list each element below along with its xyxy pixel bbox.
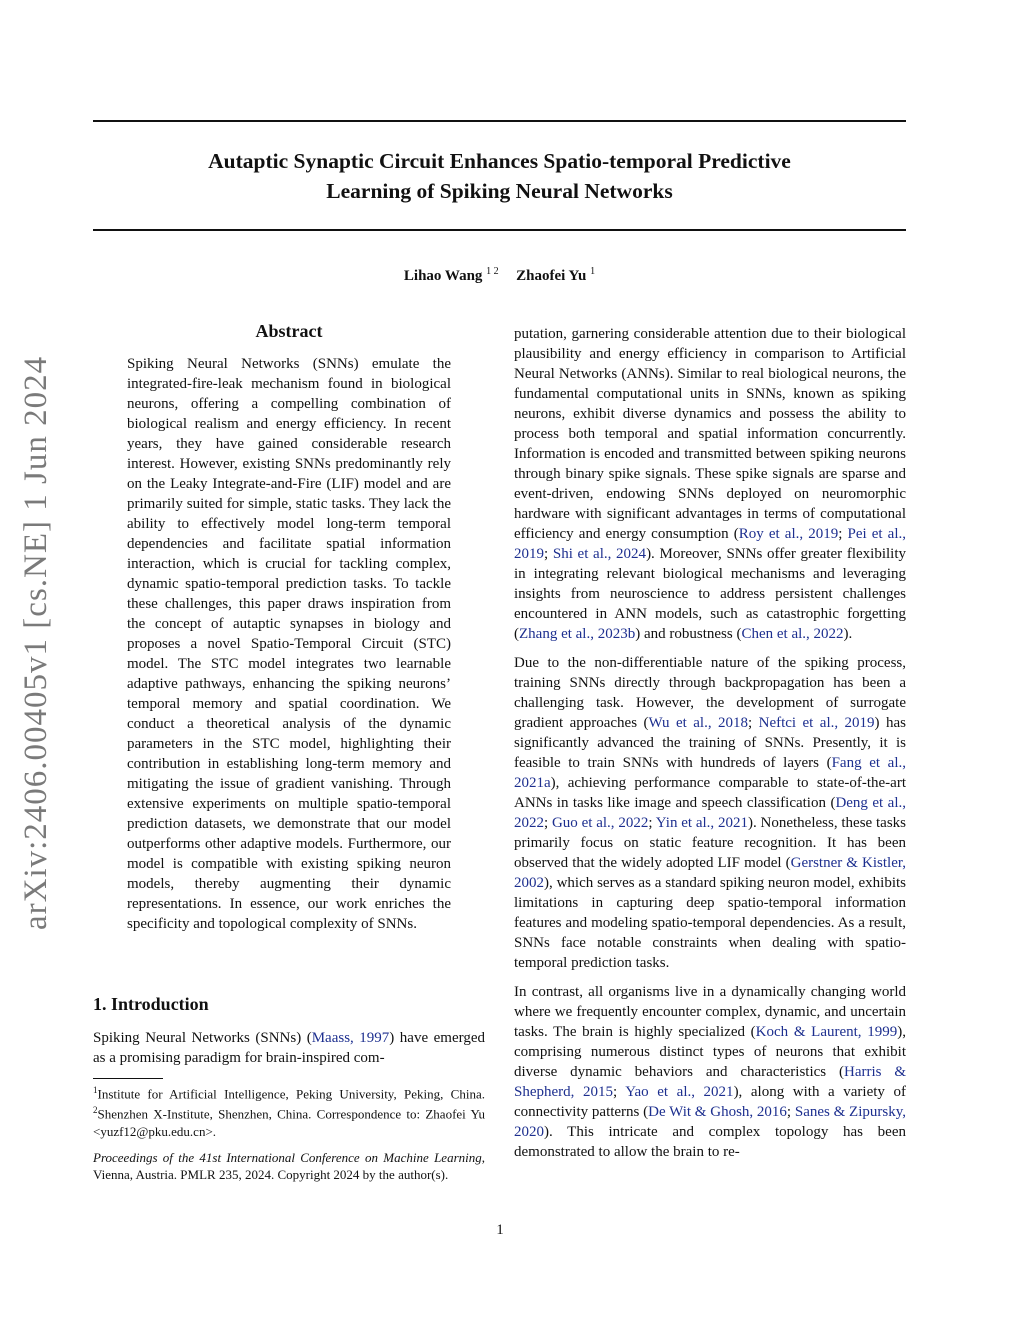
arxiv-identifier: arXiv:2406.00405v1 [cs.NE] 1 Jun 2024 bbox=[18, 355, 54, 930]
author-name: Lihao Wang bbox=[403, 268, 483, 284]
title-rule-bottom bbox=[93, 229, 906, 231]
text-run: ). bbox=[843, 626, 853, 642]
author-name: Zhaofei Yu bbox=[516, 268, 587, 284]
body-paragraph bbox=[514, 653, 906, 973]
text-run: ), along with a variety of connectivity patterns ( bbox=[514, 1084, 906, 1120]
citation-link[interactable]: Zhang et al., 2023b bbox=[519, 626, 636, 642]
citation-link[interactable]: De Wit & Ghosh, 2016 bbox=[648, 1104, 787, 1120]
text-run: In contrast, all organisms live in a dynamically changing world where we frequently encounter complex, dynamic, and uncertain tasks. The brain is highly specialized ( bbox=[514, 984, 906, 1040]
intro-paragraph bbox=[93, 1028, 485, 1068]
citation-link[interactable]: Harris & Shepherd, 2015 bbox=[514, 1064, 907, 1100]
body-paragraph bbox=[514, 324, 906, 644]
footnote-marker: 1 bbox=[93, 1085, 98, 1095]
text-run: Spiking Neural Networks (SNNs) ( bbox=[93, 1030, 312, 1046]
text-run: ). Moreover, SNNs offer greater flexibility in integrating relevant biological mechanisms and leveraging insights from neuroscience to address persistent challenges encountered in ANN models, such as catastrophic forgetting ( bbox=[514, 546, 906, 642]
citation-link[interactable]: Guo et al., 2022 bbox=[551, 815, 649, 831]
text-run: putation, garnering considerable attention due to their biological plausibility and energy efficiency in comparison to Artificial Neural Networks (ANNs). Similar to real biological neurons, the fundamental computational units in SNNs, known as spiking neurons, exhibit diverse dynamics and possess the ability to process both temporal and spatial information concurrently. Information is encoded and transmitted between spiking neurons through binary spike signals. These spike signals are sparse and event-driven, endowing SNNs deployed on neuromorphic hardware with significant advantages in terms of computational efficiency and energy consumption ( bbox=[514, 326, 906, 542]
citation-link[interactable]: Roy et al., 2019 bbox=[738, 526, 839, 542]
citation-link[interactable]: Fang et al., 2021a bbox=[514, 755, 906, 791]
text-run: Institute for Artificial Intelligence, Peking University, Peking, China. bbox=[97, 1086, 485, 1102]
text-run: ; bbox=[544, 546, 553, 562]
title-line-2: Learning of Spiking Neural Networks bbox=[326, 179, 673, 203]
paper-title bbox=[93, 146, 906, 206]
citation-link[interactable]: Maass, 1997 bbox=[311, 1030, 390, 1046]
abstract-heading: Abstract bbox=[255, 321, 323, 341]
text-run: ; bbox=[838, 526, 848, 542]
text-run: ; bbox=[748, 715, 759, 731]
author-affiliation: 1 bbox=[590, 266, 596, 277]
title-line-1: Autaptic Synaptic Circuit Enhances Spatio-temporal Predictive bbox=[208, 149, 791, 173]
author-affiliation: 1 2 bbox=[486, 266, 499, 277]
text-run: Shenzhen X-Institute, Shenzhen, China. Correspondence to: Zhaofei Yu <yuzf12@pku.edu.cn>. bbox=[93, 1106, 485, 1139]
abstract-text: Spiking Neural Networks (SNNs) emulate the integrated-fire-leak mechanism found in biological neurons, offering a compelling combination of biological realism and energy efficiency. In recent years, they have gained considerable research interest. However, existing SNNs predominantly rely on the Leaky Integrate-and-Fire (LIF) model and are primarily suited for simple, static tasks. They lack the ability to effectively model long-term temporal dependencies and facilitate spatial information interaction, which is crucial for tackling complex, dynamic spatio-temporal prediction tasks. To tackle these challenges, this paper draws inspiration from the concept of autaptic synapses in biology and proposes a novel Spatio-Temporal Circuit (STC) model. The STC model integrates two learnable adaptive pathways, enhancing the spiking neurons’ temporal memory and spatial coordination. We conduct a theoretical analysis of the dynamic parameters in the STC model, highlighting their contribution in establishing long-term memory and mitigating the issue of gradient vanishing. Through extensive experiments on multiple spatio-temporal prediction datasets, we demonstrate that our model outperforms other adaptive models. Furthermore, our model is compatible with existing spiking neuron models, thereby augmenting their dynamic representations. In essence, our work enriches the specificity and topological complexity of SNNs. bbox=[127, 356, 451, 932]
text-run: ; bbox=[612, 1084, 626, 1100]
citation-link[interactable]: Shi et al., 2024 bbox=[552, 546, 647, 562]
text-run: ; bbox=[544, 815, 552, 831]
citation-link[interactable]: Chen et al., 2022 bbox=[741, 626, 844, 642]
author-list bbox=[93, 266, 906, 285]
footnote-marker: 2 bbox=[93, 1105, 98, 1116]
citation-link[interactable]: Wu et al., 2018 bbox=[648, 715, 748, 731]
right-column bbox=[514, 324, 906, 1171]
text-run: ; bbox=[786, 1104, 795, 1120]
section-heading-introduction: 1. Introduction bbox=[93, 994, 209, 1014]
citation-link[interactable]: Koch & Laurent, 1999 bbox=[755, 1024, 898, 1040]
text-run: ). Nonetheless, these tasks primarily focus on static feature recognition. It has been observed that the widely adopted LIF model ( bbox=[514, 815, 907, 871]
text-run: ). This intricate and complex topology has been demonstrated to allow the brain to re- bbox=[514, 1124, 906, 1160]
text-run: ), comprising numerous distinct types of neurons that exhibit diverse dynamic behaviors and characteristics ( bbox=[514, 1024, 906, 1080]
citation-link[interactable]: Deng et al., 2022 bbox=[514, 795, 906, 831]
proceedings-venue: Proceedings of the 41st International Conference on Machine Learning bbox=[93, 1150, 482, 1165]
text-run: ), achieving performance comparable to state-of-the-art ANNs in tasks like image and speech classification ( bbox=[514, 775, 906, 811]
page-number: 1 bbox=[496, 1222, 504, 1238]
text-run: ; bbox=[648, 815, 656, 831]
title-rule-top bbox=[93, 120, 906, 122]
text-run: ) and robustness ( bbox=[635, 626, 742, 642]
citation-link[interactable]: Yao et al., 2021 bbox=[625, 1084, 734, 1100]
proceedings-note bbox=[93, 1149, 485, 1183]
text-run: ), which serves as a standard spiking neuron model, exhibits limitations in capturing deep spatio-temporal information features and modeling spatio-temporal dependencies. As a result, SNNs face notable constraints when dealing with spatio-temporal prediction tasks. bbox=[514, 875, 906, 971]
citation-link[interactable]: Gerstner & Kistler, 2002 bbox=[514, 855, 906, 891]
text-run: ) have emerged as a promising paradigm for brain-inspired com- bbox=[93, 1030, 485, 1066]
citation-link[interactable]: Pei et al., 2019 bbox=[514, 526, 906, 562]
citation-link[interactable]: Neftci et al., 2019 bbox=[758, 715, 875, 731]
text-run: Due to the non-differentiable nature of the spiking process, training SNNs directly through backpropagation has been a challenging task. However, the development of surrogate gradient approaches ( bbox=[514, 655, 906, 731]
citation-link[interactable]: Sanes & Zipursky, 2020 bbox=[514, 1104, 906, 1140]
footnote-rule bbox=[93, 1078, 163, 1079]
affiliation-footnote bbox=[93, 1082, 485, 1140]
text-run: ) has significantly advanced the training of SNNs. Presently, it is feasible to train SNNs with hundreds of layers ( bbox=[514, 715, 906, 771]
body-paragraph bbox=[514, 982, 906, 1162]
citation-link[interactable]: Yin et al., 2021 bbox=[655, 815, 748, 831]
text-run: , Vienna, Austria. PMLR 235, 2024. Copyright 2024 by the author(s). bbox=[93, 1150, 485, 1182]
